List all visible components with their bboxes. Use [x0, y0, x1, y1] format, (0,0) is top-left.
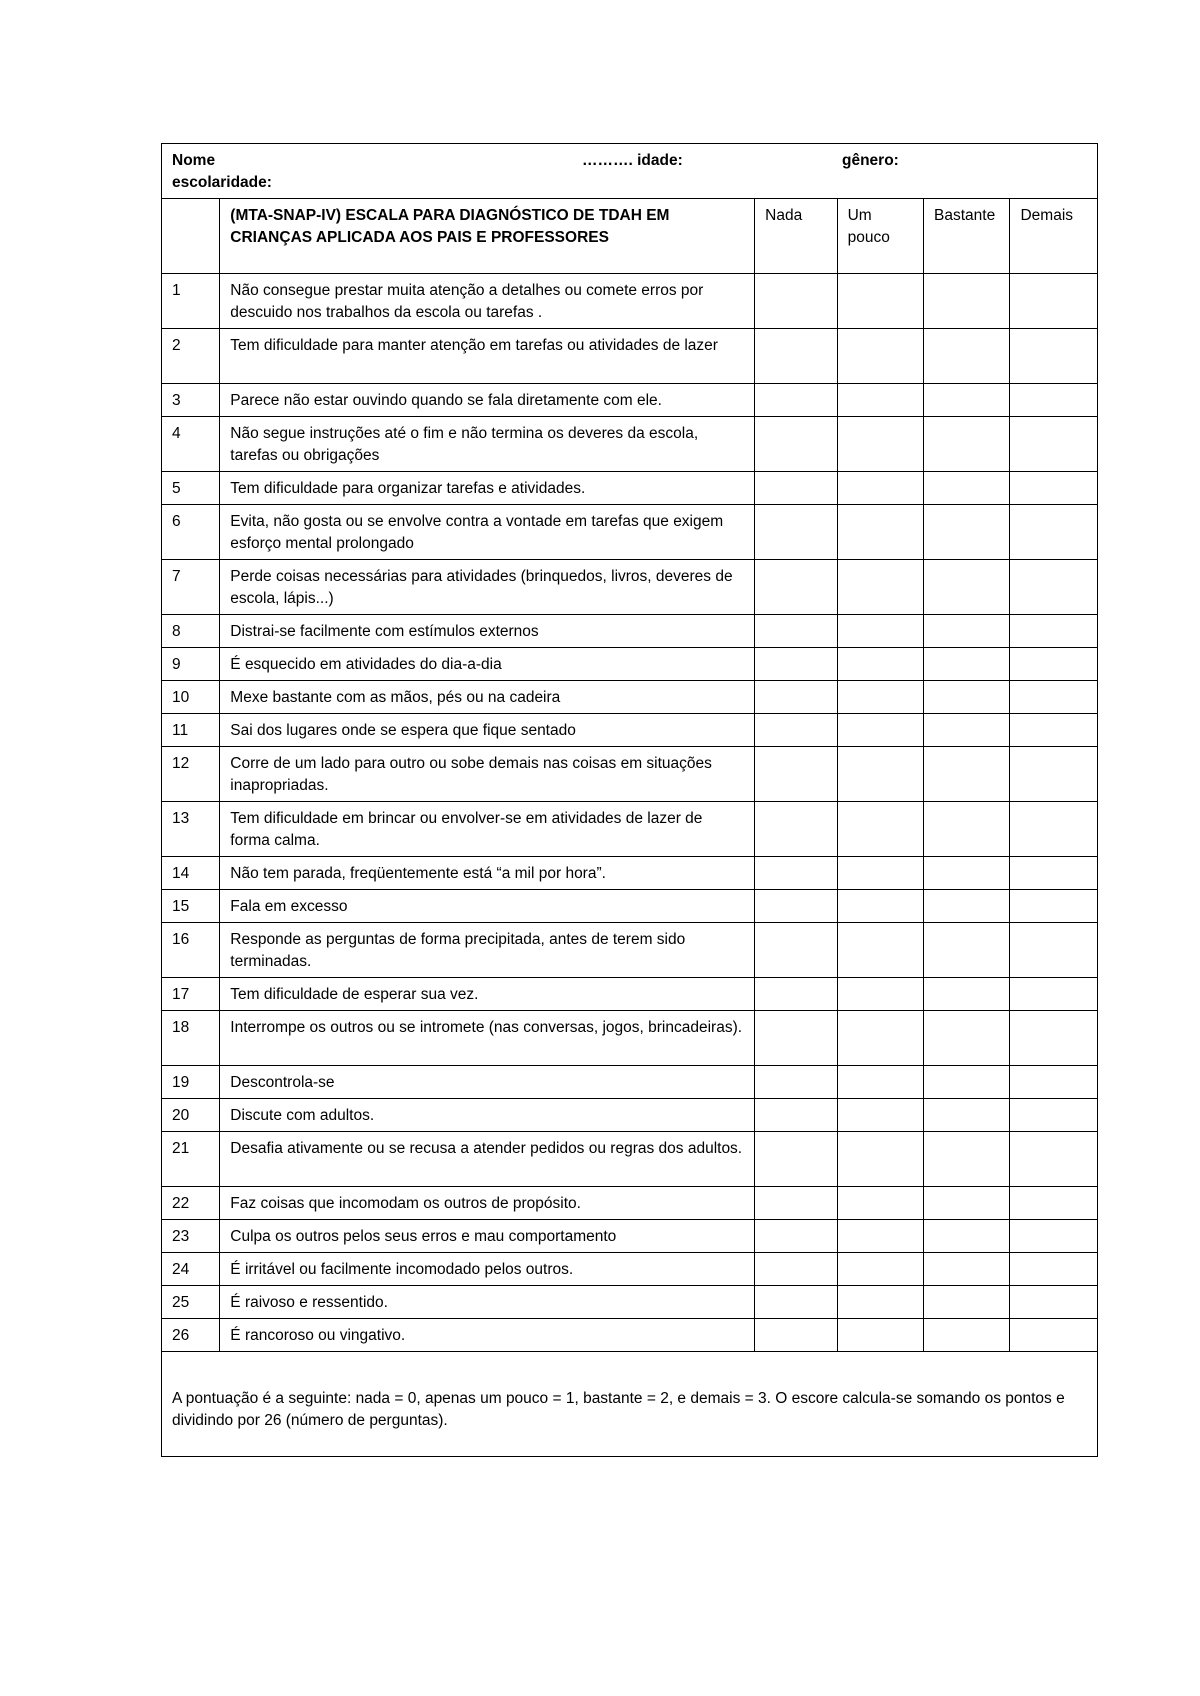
item-text: Fala em excesso: [220, 890, 755, 923]
item-number: 21: [162, 1132, 220, 1187]
answer-cell-nada[interactable]: [755, 417, 837, 472]
answer-cell-bastante[interactable]: [924, 714, 1010, 747]
respondent-header-cell: [162, 144, 1098, 199]
answer-cell-bastante[interactable]: [924, 1187, 1010, 1220]
item-number: 6: [162, 505, 220, 560]
item-text: Faz coisas que incomodam os outros de propósito.: [220, 1187, 755, 1220]
table-row: [162, 1286, 1098, 1319]
answer-cell-bastante[interactable]: [924, 857, 1010, 890]
item-number: 24: [162, 1253, 220, 1286]
answer-cell-demais[interactable]: [1010, 417, 1098, 472]
column-header-row: [162, 199, 1098, 274]
item-number: 13: [162, 802, 220, 857]
answer-cell-nada[interactable]: [755, 1220, 837, 1253]
answer-cell-bastante[interactable]: [924, 274, 1010, 329]
respondent-header-row: [162, 144, 1098, 199]
answer-cell-nada[interactable]: [755, 384, 837, 417]
answer-cell-demais[interactable]: [1010, 802, 1098, 857]
item-text: Não consegue prestar muita atenção a detalhes ou comete erros por descuido nos trabalhos da escola ou tarefas .: [220, 274, 755, 329]
item-number: 22: [162, 1187, 220, 1220]
table-row: [162, 329, 1098, 384]
answer-cell-bastante[interactable]: [924, 1099, 1010, 1132]
table-row: [162, 274, 1098, 329]
answer-cell-demais[interactable]: [1010, 1187, 1098, 1220]
item-number: 9: [162, 648, 220, 681]
item-number: 3: [162, 384, 220, 417]
answer-cell-bastante[interactable]: [924, 1132, 1010, 1187]
item-number: 17: [162, 978, 220, 1011]
answer-cell-bastante[interactable]: [924, 505, 1010, 560]
table-row: [162, 615, 1098, 648]
answer-cell-demais[interactable]: [1010, 978, 1098, 1011]
answer-cell-um-pouco[interactable]: [837, 923, 923, 978]
item-number: 19: [162, 1066, 220, 1099]
table-row: [162, 857, 1098, 890]
number-header-cell: [162, 199, 220, 274]
table-row: [162, 1011, 1098, 1066]
answer-cell-demais[interactable]: [1010, 681, 1098, 714]
answer-cell-nada[interactable]: [755, 1319, 837, 1352]
nome-label[interactable]: Nome: [172, 152, 216, 169]
answer-cell-nada[interactable]: [755, 1099, 837, 1132]
item-number: 5: [162, 472, 220, 505]
item-number: 26: [162, 1319, 220, 1352]
answer-cell-bastante[interactable]: [924, 1253, 1010, 1286]
item-text: Tem dificuldade em brincar ou envolver-se em atividades de lazer de forma calma.: [220, 802, 755, 857]
answer-cell-bastante[interactable]: [924, 329, 1010, 384]
answer-cell-um-pouco[interactable]: [837, 615, 923, 648]
item-text: Distrai-se facilmente com estímulos externos: [220, 615, 755, 648]
item-number: 4: [162, 417, 220, 472]
item-text: Não segue instruções até o fim e não termina os deveres da escola, tarefas ou obrigações: [220, 417, 755, 472]
table-row: [162, 1253, 1098, 1286]
footer-row: [162, 1352, 1098, 1457]
item-number: 23: [162, 1220, 220, 1253]
answer-cell-demais[interactable]: [1010, 1011, 1098, 1066]
table-row: [162, 1099, 1098, 1132]
table-row: [162, 714, 1098, 747]
answer-cell-um-pouco[interactable]: [837, 890, 923, 923]
answer-cell-um-pouco[interactable]: [837, 857, 923, 890]
table-row: [162, 417, 1098, 472]
answer-cell-bastante[interactable]: [924, 802, 1010, 857]
answer-cell-nada[interactable]: [755, 615, 837, 648]
item-number: 14: [162, 857, 220, 890]
answer-cell-um-pouco[interactable]: [837, 1132, 923, 1187]
answer-cell-um-pouco[interactable]: [837, 802, 923, 857]
answer-cell-bastante[interactable]: [924, 417, 1010, 472]
column-header-um-pouco: Um pouco: [837, 199, 923, 274]
item-number: 1: [162, 274, 220, 329]
answer-cell-um-pouco[interactable]: [837, 505, 923, 560]
answer-cell-nada[interactable]: [755, 1286, 837, 1319]
item-text: Tem dificuldade para manter atenção em tarefas ou atividades de lazer: [220, 329, 755, 384]
item-number: 7: [162, 560, 220, 615]
answer-cell-demais[interactable]: [1010, 714, 1098, 747]
genero-label[interactable]: gênero:: [842, 152, 899, 169]
answer-cell-nada[interactable]: [755, 802, 837, 857]
table-row: [162, 384, 1098, 417]
item-text: Responde as perguntas de forma precipitada, antes de terem sido terminadas.: [220, 923, 755, 978]
answer-cell-um-pouco[interactable]: [837, 1253, 923, 1286]
item-text: Sai dos lugares onde se espera que fique sentado: [220, 714, 755, 747]
item-text: É esquecido em atividades do dia-a-dia: [220, 648, 755, 681]
answer-cell-bastante[interactable]: [924, 923, 1010, 978]
answer-cell-demais[interactable]: [1010, 384, 1098, 417]
answer-cell-bastante[interactable]: [924, 472, 1010, 505]
answer-cell-nada[interactable]: [755, 978, 837, 1011]
table-row: [162, 1187, 1098, 1220]
answer-cell-demais[interactable]: [1010, 274, 1098, 329]
item-text: Perde coisas necessárias para atividades (brinquedos, livros, deveres de escola, lápis...): [220, 560, 755, 615]
item-text: Desafia ativamente ou se recusa a atender pedidos ou regras dos adultos.: [220, 1132, 755, 1187]
answer-cell-um-pouco[interactable]: [837, 472, 923, 505]
column-header-bastante: Bastante: [924, 199, 1010, 274]
item-number: 15: [162, 890, 220, 923]
answer-cell-nada[interactable]: [755, 714, 837, 747]
answer-cell-um-pouco[interactable]: [837, 1066, 923, 1099]
item-text: Tem dificuldade para organizar tarefas e atividades.: [220, 472, 755, 505]
answer-cell-um-pouco[interactable]: [837, 1099, 923, 1132]
answer-cell-nada[interactable]: [755, 747, 837, 802]
answer-cell-demais[interactable]: [1010, 648, 1098, 681]
answer-cell-demais[interactable]: [1010, 890, 1098, 923]
answer-cell-nada[interactable]: [755, 329, 837, 384]
answer-cell-um-pouco[interactable]: [837, 329, 923, 384]
item-text: Descontrola-se: [220, 1066, 755, 1099]
table-row: [162, 648, 1098, 681]
answer-cell-demais[interactable]: [1010, 1286, 1098, 1319]
item-text: Não tem parada, freqüentemente está “a mil por hora”.: [220, 857, 755, 890]
items-body: [162, 274, 1098, 1352]
answer-cell-nada[interactable]: [755, 1253, 837, 1286]
answer-cell-bastante[interactable]: [924, 1066, 1010, 1099]
answer-cell-um-pouco[interactable]: [837, 1220, 923, 1253]
answer-cell-um-pouco[interactable]: [837, 1319, 923, 1352]
answer-cell-um-pouco[interactable]: [837, 274, 923, 329]
item-text: Culpa os outros pelos seus erros e mau comportamento: [220, 1220, 755, 1253]
item-text: Interrompe os outros ou se intromete (nas conversas, jogos, brincadeiras).: [220, 1011, 755, 1066]
table-row: [162, 505, 1098, 560]
answer-cell-um-pouco[interactable]: [837, 747, 923, 802]
answer-cell-demais[interactable]: [1010, 472, 1098, 505]
table-row: [162, 681, 1098, 714]
answer-cell-nada[interactable]: [755, 923, 837, 978]
answer-cell-demais[interactable]: [1010, 329, 1098, 384]
table-row: [162, 802, 1098, 857]
table-row: [162, 1220, 1098, 1253]
answer-cell-bastante[interactable]: [924, 1220, 1010, 1253]
table-row: [162, 560, 1098, 615]
item-number: 2: [162, 329, 220, 384]
answer-cell-um-pouco[interactable]: [837, 648, 923, 681]
answer-cell-demais[interactable]: [1010, 560, 1098, 615]
table-row: [162, 1319, 1098, 1352]
table-row: [162, 472, 1098, 505]
table-row: [162, 978, 1098, 1011]
answer-cell-demais[interactable]: [1010, 1253, 1098, 1286]
item-number: 10: [162, 681, 220, 714]
answer-cell-nada[interactable]: [755, 1011, 837, 1066]
answer-cell-um-pouco[interactable]: [837, 1187, 923, 1220]
answer-cell-um-pouco[interactable]: [837, 417, 923, 472]
item-number: 12: [162, 747, 220, 802]
answer-cell-um-pouco[interactable]: [837, 560, 923, 615]
idade-label[interactable]: ………. idade:: [582, 152, 683, 169]
item-text: Discute com adultos.: [220, 1099, 755, 1132]
answer-cell-nada[interactable]: [755, 1132, 837, 1187]
answer-cell-nada[interactable]: [755, 890, 837, 923]
item-text: É irritável ou facilmente incomodado pelos outros.: [220, 1253, 755, 1286]
answer-cell-bastante[interactable]: [924, 1319, 1010, 1352]
item-number: 16: [162, 923, 220, 978]
item-text: Evita, não gosta ou se envolve contra a vontade em tarefas que exigem esforço mental prolongado: [220, 505, 755, 560]
answer-cell-demais[interactable]: [1010, 1066, 1098, 1099]
item-text: É raivoso e ressentido.: [220, 1286, 755, 1319]
snap-iv-form-table: [161, 143, 1098, 1457]
answer-cell-bastante[interactable]: [924, 747, 1010, 802]
answer-cell-bastante[interactable]: [924, 384, 1010, 417]
answer-cell-um-pouco[interactable]: [837, 1011, 923, 1066]
answer-cell-nada[interactable]: [755, 1187, 837, 1220]
answer-cell-um-pouco[interactable]: [837, 714, 923, 747]
answer-cell-bastante[interactable]: [924, 560, 1010, 615]
answer-cell-demais[interactable]: [1010, 1319, 1098, 1352]
answer-cell-um-pouco[interactable]: [837, 1286, 923, 1319]
answer-cell-um-pouco[interactable]: [837, 978, 923, 1011]
answer-cell-um-pouco[interactable]: [837, 681, 923, 714]
item-number: 20: [162, 1099, 220, 1132]
answer-cell-demais[interactable]: [1010, 1132, 1098, 1187]
answer-cell-nada[interactable]: [755, 505, 837, 560]
answer-cell-demais[interactable]: [1010, 857, 1098, 890]
answer-cell-bastante[interactable]: [924, 1286, 1010, 1319]
answer-cell-nada[interactable]: [755, 560, 837, 615]
table-row: [162, 747, 1098, 802]
column-header-demais: Demais: [1010, 199, 1098, 274]
answer-cell-demais[interactable]: [1010, 923, 1098, 978]
escolaridade-label[interactable]: escolaridade:: [172, 174, 272, 191]
column-header-nada: Nada: [755, 199, 837, 274]
scoring-note: A pontuação é a seguinte: nada = 0, apenas um pouco = 1, bastante = 2, e demais = 3. O escore calcula-se somando os pontos e dividindo por 26 (número de perguntas).: [162, 1352, 1098, 1457]
answer-cell-bastante[interactable]: [924, 1011, 1010, 1066]
table-row: [162, 1066, 1098, 1099]
answer-cell-bastante[interactable]: [924, 681, 1010, 714]
answer-cell-demais[interactable]: [1010, 1220, 1098, 1253]
answer-cell-demais[interactable]: [1010, 747, 1098, 802]
table-row: [162, 890, 1098, 923]
answer-cell-nada[interactable]: [755, 857, 837, 890]
answer-cell-demais[interactable]: [1010, 505, 1098, 560]
answer-cell-bastante[interactable]: [924, 978, 1010, 1011]
answer-cell-demais[interactable]: [1010, 1099, 1098, 1132]
table-row: [162, 1132, 1098, 1187]
answer-cell-demais[interactable]: [1010, 615, 1098, 648]
scale-title: (MTA-SNAP-IV) ESCALA PARA DIAGNÓSTICO DE TDAH EM CRIANÇAS APLICADA AOS PAIS E PROFESSORES: [220, 199, 755, 274]
table-row: [162, 923, 1098, 978]
item-text: É rancoroso ou vingativo.: [220, 1319, 755, 1352]
answer-cell-nada[interactable]: [755, 648, 837, 681]
answer-cell-bastante[interactable]: [924, 648, 1010, 681]
answer-cell-bastante[interactable]: [924, 890, 1010, 923]
answer-cell-nada[interactable]: [755, 274, 837, 329]
item-number: 11: [162, 714, 220, 747]
item-number: 25: [162, 1286, 220, 1319]
item-number: 18: [162, 1011, 220, 1066]
item-text: Parece não estar ouvindo quando se fala diretamente com ele.: [220, 384, 755, 417]
item-text: Tem dificuldade de esperar sua vez.: [220, 978, 755, 1011]
answer-cell-nada[interactable]: [755, 472, 837, 505]
item-text: Mexe bastante com as mãos, pés ou na cadeira: [220, 681, 755, 714]
item-number: 8: [162, 615, 220, 648]
answer-cell-um-pouco[interactable]: [837, 384, 923, 417]
item-text: Corre de um lado para outro ou sobe demais nas coisas em situações inapropriadas.: [220, 747, 755, 802]
answer-cell-bastante[interactable]: [924, 615, 1010, 648]
answer-cell-nada[interactable]: [755, 681, 837, 714]
answer-cell-nada[interactable]: [755, 1066, 837, 1099]
